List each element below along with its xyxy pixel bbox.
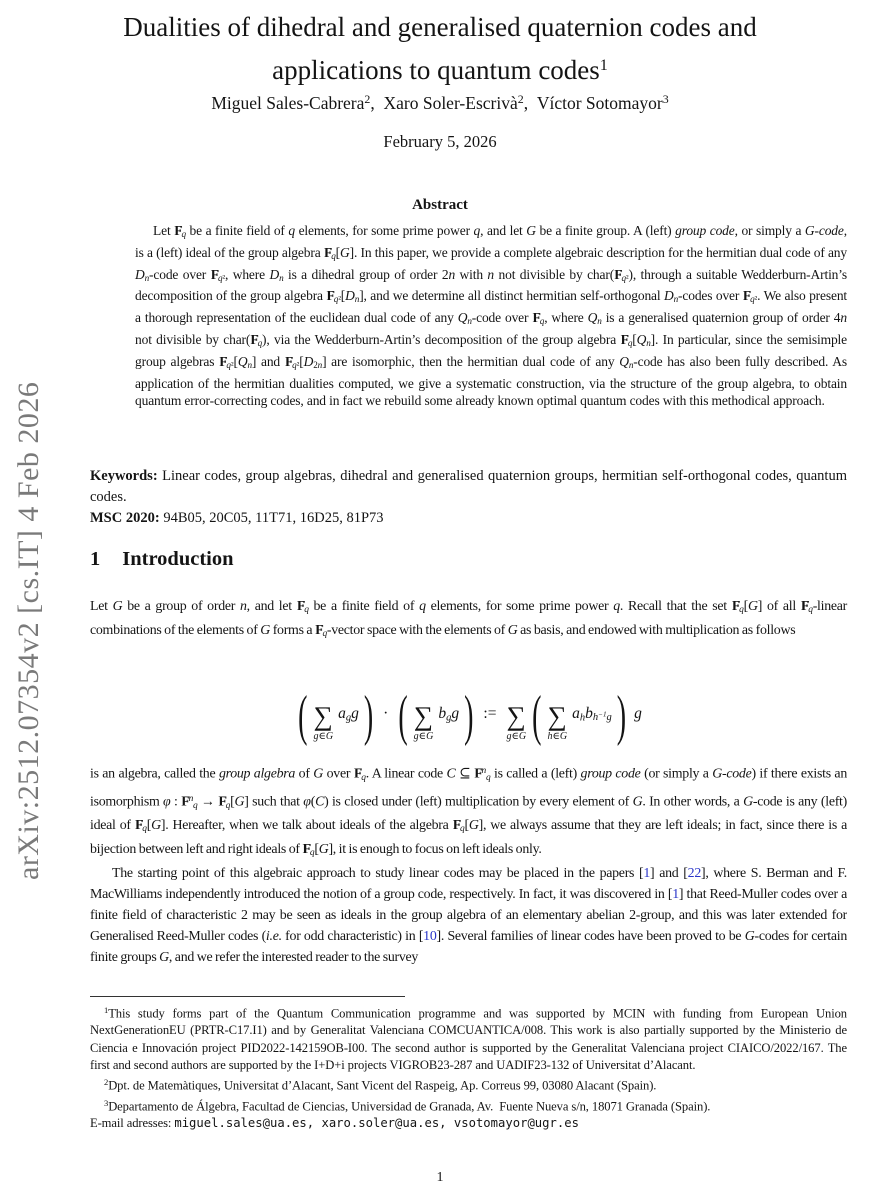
citation-ref-1[interactable]: 1: [643, 866, 651, 882]
summation-symbol: [313, 701, 334, 742]
left-paren: (: [532, 686, 542, 748]
footnote-3: $^3$Departamento de Álgebra, Facultad de Ciencias, Universidad de Granada, Av. Fuente Nueva s/n, 18071 Granada (Spain).: [104, 1097, 711, 1113]
right-paren: ): [616, 686, 627, 748]
right-paren: ): [464, 686, 474, 748]
defines-equal-operator: :=: [483, 705, 497, 722]
sigma-icon: ∑: [506, 701, 526, 732]
footnote-2: $^2$Dpt. de Matemàtiques, Universitat d’Alacant, Sant Vicent del Raspeig, Ap. Correus 99, 03080 Alacant (Spain).: [104, 1077, 657, 1093]
email-addresses: miguel.sales@ua.es, xaro.soler@ua.es, vsotomayor@ugr.es: [174, 1116, 579, 1131]
citation-ref-22[interactable]: 22: [687, 866, 701, 882]
footnote-emails: E-mail adresses: miguel.sales@ua.es, xaro.soler@ua.es, vsotomayor@ugr.es: [90, 1116, 579, 1131]
abstract-body: Let $F_q$ be a finite field of q elements, for some prime power q, and let G be a finite group. A (left) group code, or simply a G-code, is a (left) ideal of the group algebra $F_q[G]$. In this paper, we provide a complete algebraic description for the hermitian dual code of any $D_n$-code over $F_{q^2}$, where $D_n$ is a dihedral group of order 2n with n not divisible by $char(F_{q^2})$, through a suitable Wedderburn-Artin’s decomposition of the group algebra $F_{q^2}[D_n]$, and we determine all distinct hermitian self-orthogonal $D_n$-codes over $F_{q^2}$. We also present a thorough representation of the euclidean dual code of any $Q_n$-code over $F_q$, where $Q_n$ is a generalised quaternion group of order 4n not divisible by $char(F_q)$, via the Wedderburn-Artin’s decomposition of the group algebra $F_q[Q_n]$. In particular, since the semisimple group algebras $F_{q^2}[Q_n]$ and $F_{q^2}[D_{2n}]$ are isomorphic, then the hermitian dual code of any $Q_n$-code has also been fully described. As application of the hermitian dualities computed, we give a systematic construction, via the structure of the group algebra, to obtain quantum error-correcting codes, and in fact we rebuild some already known optimal quantum codes with this methodical approach.: [135, 223, 848, 409]
intro-paragraphs-2-3: [90, 761, 847, 995]
intro-paragraph-3: The starting point of this algebraic approach to study linear codes may be placed in the papers [1] and [22], where S. Berman and F. MacWilliams independently introduced the notion of a group code, respectively. In fact, it was discovered in [1] that Reed-Muller codes over a finite field of characteristic 2 may be seen as ideals in the group algebra of an elementary abelian 2-group, and this was later extended for Generalised Reed-Muller codes (i.e. for odd characteristic) in [10]. Several families of linear codes have been proved to be G-codes for certain finite groups G, and we refer the interested reader to the survey: [90, 866, 847, 965]
arxiv-watermark: arXiv:2512.07354v2 [cs.IT] 4 Feb 2026: [12, 381, 45, 880]
msc-label: MSC 2020:: [90, 510, 160, 526]
paper-title: Dualities of dihedral and generalised quaternion codes and applications to quantum codes$^1$: [123, 12, 757, 85]
keywords-text: Linear codes, group algebras, dihedral and generalised quaternion groups, hermitian self-orthogonal codes, quantum codes.: [90, 468, 847, 505]
page-number: 1: [436, 1170, 444, 1185]
left-paren: (: [398, 686, 408, 748]
citation-ref-1b[interactable]: 1: [672, 887, 679, 903]
term-b: $b_gg$: [438, 704, 460, 724]
summation-symbol: [547, 701, 568, 742]
sigma-icon: ∑: [413, 701, 434, 732]
group-algebra-multiplication-equation: [90, 668, 847, 760]
footnotes-block: [90, 1002, 847, 1132]
trailing-g: g: [634, 705, 642, 722]
paper-date: February 5, 2026: [383, 132, 497, 151]
msc-line: [90, 508, 847, 529]
footnote-1: $^1$This study forms part of the Quantum Communication programme and was supported by MCIN with funding from European Union NextGenerationEU (PRTR-C17.I1) and by Generalitat Valenciana COMCUANTICA/008. This work is also partially supported by the Ministerio de Ciencia e Innovación project PID2022-142159OB-I00. The second author is supported by the Generalitat Valenciana project CIAICO/2022/167. The first and second authors are supported by the I+D+i projects VIGROB23-287 and UADIF23-132 of Universitat d’Alacant.: [90, 1005, 847, 1072]
keywords-label: Keywords:: [90, 468, 158, 484]
cdot-operator: ·: [383, 705, 389, 722]
section-heading-introduction: [90, 548, 234, 571]
intro-paragraph-2: is an algebra, called the group algebra of G over $F_q$. A linear code C ⊆ $F^n_q$ is called a (left) group code (or simply a G-code) if there exists an isomorphism φ : $F^n_q \to F_q[G]$ such that φ(C) is closed under (left) multiplication by every element of G. In other words, a G-code is any (left) ideal of $F_q[G]$. Hereafter, when we talk about ideals of the algebra $F_q[G]$, we always assume that they are left ideals; in fact, since there is a bijection between left and right ideals of $F_q[G]$, it is enough to focus on left ideals only.: [90, 766, 847, 859]
section-number: 1: [90, 548, 101, 570]
msc-text: 94B05, 20C05, 11T71, 16D25, 81P73: [159, 510, 384, 526]
author-line: Miguel Sales-Cabrera$^2$, Xaro Soler-Escrivà$^2$, Víctor Sotomayor$^3$: [211, 92, 669, 113]
left-paren: (: [298, 686, 308, 748]
sigma-icon: ∑: [547, 701, 567, 732]
section-title: Introduction: [122, 548, 234, 570]
intro-paragraph-1: Let G be a group of order n, and let $F_q$ be a finite field of q elements, for some prime power q. Recall that the set $F_q[G]$ of all $F_q$-linear combinations of the elements of G forms a $F_q$-vector space with the elements of G as basis, and endowed with multiplication as follows: [90, 599, 847, 640]
term-a: $a_gg$: [338, 704, 359, 724]
term-ab: $a_hb_{h^{-1}g}$: [572, 704, 612, 724]
right-paren: ): [363, 686, 374, 748]
sum-limits: g∈G: [313, 730, 334, 742]
sigma-icon: ∑: [313, 701, 333, 732]
sum-limits: h∈G: [547, 730, 568, 742]
summation-symbol: [506, 701, 527, 742]
sum-limits: g∈G: [506, 730, 527, 742]
keywords-line: [90, 466, 847, 508]
keywords-block: [90, 466, 847, 529]
abstract-heading: Abstract: [412, 197, 468, 213]
footnote-rule-divider: [90, 996, 405, 997]
sum-limits: g∈G: [413, 730, 434, 742]
summation-symbol: [413, 701, 434, 742]
citation-ref-10[interactable]: 10: [423, 929, 437, 945]
